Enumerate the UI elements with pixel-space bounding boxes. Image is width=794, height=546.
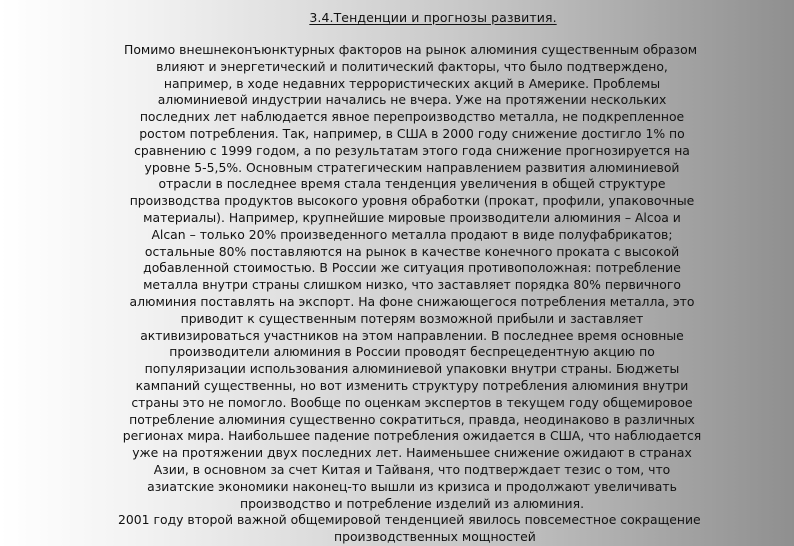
text-line: например, в ходе недавних террористических акций в Америке. Проблемы xyxy=(163,75,661,91)
text-line: материалы). Например, крупнейшие мировые производители алюминия – Alcoa и xyxy=(143,209,681,225)
body-text xyxy=(0,42,794,546)
text-line: Азии, в основном за счет Китая и Тайваня, что подтверждает тезис о том, что xyxy=(153,461,671,477)
text-line: страны это не помогло. Вообще по оценкам экспертов в текущем году общемировое xyxy=(131,394,693,410)
text-line: популяризации использования алюминиевой упаковки внутри страны. Бюджеты xyxy=(144,361,680,377)
text-line: производственных мощностей xyxy=(334,529,536,545)
text-line: уже на протяжении двух последних лет. Наименьшее снижение ожидают в странах xyxy=(132,445,692,461)
text-line: добавленной стоимостью. В России же ситуация противоположная: потребление xyxy=(143,260,681,276)
page-title xyxy=(0,11,794,25)
text-line: уровне 5-5,5%. Основным стратегическим направлением развития алюминиевой xyxy=(144,159,680,175)
text-line: алюминия поставлять на экспорт. На фоне снижающегося потребления металла, это xyxy=(129,293,695,309)
text-line: Помимо внешнеконъюнктурных факторов на рынок алюминия существенным образом xyxy=(124,42,698,57)
text-line: приводит к существенным потерям возможной прибыли и заставляет xyxy=(180,310,644,326)
page-title-text: 3.4.Тенденции и прогнозы развития. xyxy=(309,10,557,25)
text-line: металла внутри страны слишком низко, что заставляет порядка 80% первичного xyxy=(143,277,681,293)
text-line: остальные 80% поставляются на рынок в качестве конечного проката с высокой xyxy=(144,243,680,259)
text-line: 2001 году второй важной общемировой тенденцией явилось повсеместное сокращение xyxy=(118,512,701,528)
text-line: активизироваться участников на этом направлении. В последнее время основные xyxy=(140,327,684,343)
text-line: последних лет наблюдается явное перепроизводство металла, не подкрепленное xyxy=(139,109,685,125)
text-line: Alcan – только 20% произведенного металла продают в виде полуфабрикатов; xyxy=(151,226,673,242)
text-line: регионах мира. Наибольшее падение потребления ожидается в США, что наблюдается xyxy=(122,428,702,444)
text-line: производства продуктов высокого уровня обработки (прокат, профили, упаковочные xyxy=(129,193,695,209)
text-line: сравнению с 1999 годом, а по результатам этого года снижение прогнозируется на xyxy=(134,142,690,158)
text-line: потребление алюминия существенно сократиться, правда, неодинаково в различных xyxy=(129,411,695,427)
text-line: кампаний существенны, но вот изменить структуру потребления алюминия внутри xyxy=(135,377,689,393)
text-line: производство и потребление изделий из алюминия. xyxy=(239,495,585,511)
text-line: производители алюминия в России проводят беспрецедентную акцию по xyxy=(169,344,655,360)
text-line: влияют и энергетический и политический факторы, что было подтверждено, xyxy=(156,58,668,74)
text-line: отрасли в последнее время стала тенденция увеличения в общей структуре xyxy=(158,176,666,192)
text-line: алюминиевой индустрии начались не вчера. Уже на протяжении нескольких xyxy=(157,92,667,108)
text-line: азиатские экономики наконец-то вышли из кризиса и продолжают увеличивать xyxy=(147,478,677,494)
text-line: ростом потребления. Так, например, в США в 2000 году снижение достигло 1% по xyxy=(139,125,685,141)
